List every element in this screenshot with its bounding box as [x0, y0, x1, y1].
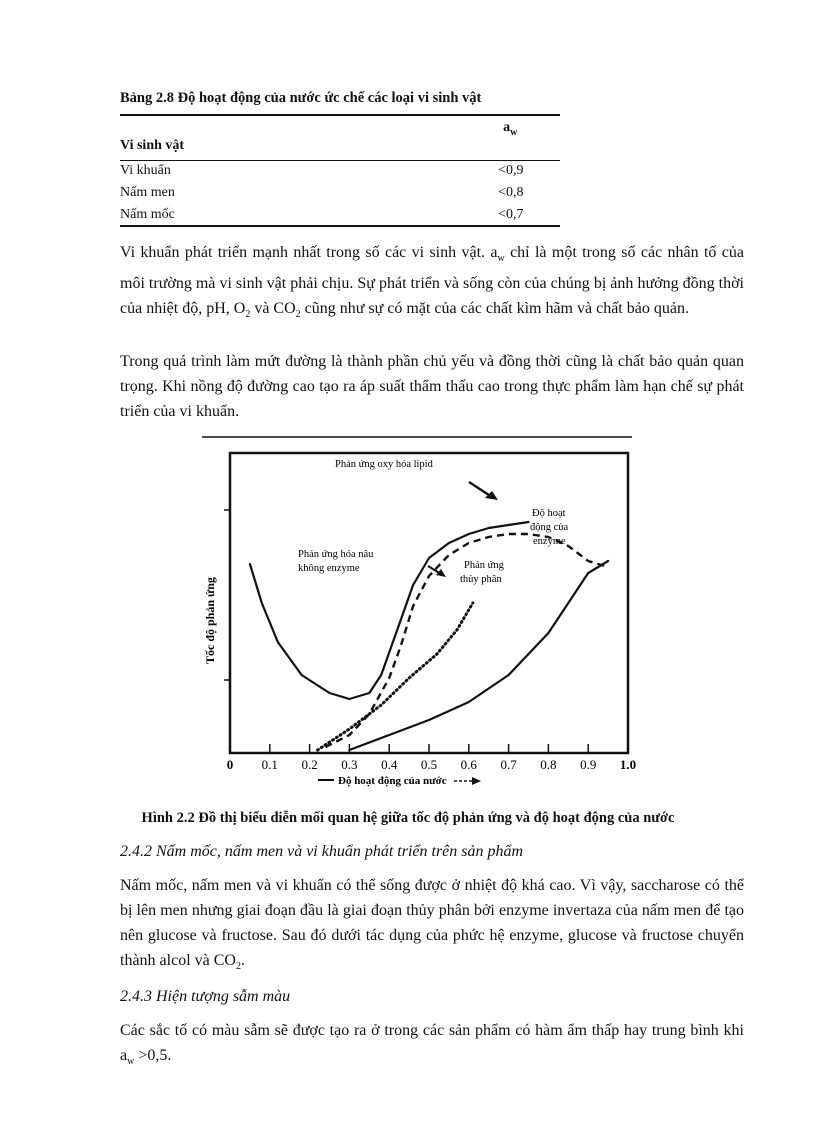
- series-line-2: [318, 603, 473, 750]
- label-browning-2: không enzyme: [298, 563, 360, 574]
- table-header-row: [120, 115, 560, 160]
- label-enzyme-1: Độ hoạt: [532, 508, 566, 519]
- water-activity-table: [120, 114, 560, 227]
- header-aw: $a_w$: [503, 120, 518, 138]
- x-tick-label: 0.3: [341, 757, 358, 772]
- label-hydrolysis-1: Phản ứng: [464, 560, 504, 571]
- x-tick-label: 0.2: [301, 757, 318, 772]
- chart-svg: [200, 436, 637, 806]
- x-tick-label: 0.4: [381, 757, 398, 772]
- figure-caption: Hình 2.2 Đồ thị biểu diễn mối quan hệ giữa tốc độ phản ứng và độ hoạt động của nước: [141, 810, 675, 826]
- label-enzyme-2: động của: [530, 522, 569, 533]
- table-cell-organism: Vi khuẩn: [120, 163, 171, 179]
- y-axis-label: Tốc độ phản ứng: [203, 577, 217, 664]
- x-tick-label: 0.6: [460, 757, 477, 772]
- paragraph-darkening: Các sắc tố có màu sẫm sẽ được tạo ra ở trong các sản phẩm có hàm ẩm thấp hay trung bình khi $a_w >0,5$.: [120, 1022, 744, 1068]
- x-tick-label: 0.8: [540, 757, 557, 772]
- paragraph-bacteria: Vi khuẩn phát triển mạnh nhất trong số các vi sinh vật. $a_w$ chỉ là một trong số các nhân tố của môi trường mà vi sinh vật phải chịu. Sự phát triển và sống còn của chúng bị ảnh hưởng đồng thời của nhiệt độ, pH, $O_2$ và $CO_2$ cũng như sự có mặt của các chất kìm hãm và chất bảo quản.: [120, 244, 744, 321]
- x-tick-label: 0.5: [420, 757, 438, 772]
- x-tick-label: 0: [226, 757, 234, 772]
- x-tick-label: 0.1: [261, 757, 278, 772]
- label-enzyme-3: enzyme: [533, 536, 566, 547]
- table-row: [120, 182, 560, 204]
- header-organism: Vi sinh vật: [120, 137, 185, 153]
- table-cell-organism: Nấm mốc: [120, 206, 175, 222]
- section-heading-243: 2.4.3 Hiện tượng sẫm màu: [120, 988, 291, 1005]
- paragraph-fermentation: Nấm mốc, nấm men và vi khuẩn có thể sống được ở nhiệt độ khá cao. Vì vậy, saccharose có thể bị lên men nhưng giai đoạn đầu là giai đoạn thủy phân bởi enzyme invertaza của nấm men để tạo nên glucose và fructose. Sau đó dưới tác dụng của phức hệ enzyme, glucose và fructose chuyển thành alcol và $CO_2$.: [120, 877, 744, 973]
- label-hydrolysis-2: thủy phân: [460, 574, 502, 585]
- paragraph-sugar: Trong quá trình làm mứt đường là thành phần chủ yếu và đồng thời cũng là chất bảo quản quan trọng. Khi nồng độ đường cao tạo ra áp suất thẩm thấu cao trong thực phẩm làm hạn chế sự phát triển của vi khuẩn.: [120, 353, 744, 420]
- x-axis-label: Độ hoạt động của nước: [338, 775, 447, 787]
- table-cell-organism: Nấm men: [120, 185, 175, 200]
- table-row: [120, 204, 560, 226]
- x-axis-label-arrow-head: [472, 777, 481, 785]
- x-tick-label: 0.7: [500, 757, 517, 772]
- table-cell-value: <0,7: [498, 206, 524, 222]
- x-tick-label: 1.0: [619, 757, 637, 772]
- figure-chart: [200, 436, 637, 806]
- x-tick-label: 0.9: [580, 757, 597, 772]
- series-line-0: [250, 522, 529, 699]
- table-row: [120, 160, 560, 182]
- section-heading-242: 2.4.2 Nấm mốc, nấm men và vi khuẩn phát triển trên sản phẩm: [120, 843, 524, 860]
- label-lipid: Phản ứng oxy hóa lipid: [335, 459, 433, 470]
- label-browning-1: Phản ứng hóa nâu: [298, 549, 374, 560]
- table-cell-value: <0,9: [498, 163, 524, 179]
- table-caption: Bảng 2.8 Độ hoạt động của nước ức chế các loại vi sinh vật: [120, 90, 482, 106]
- table-cell-value: <0,8: [498, 185, 524, 200]
